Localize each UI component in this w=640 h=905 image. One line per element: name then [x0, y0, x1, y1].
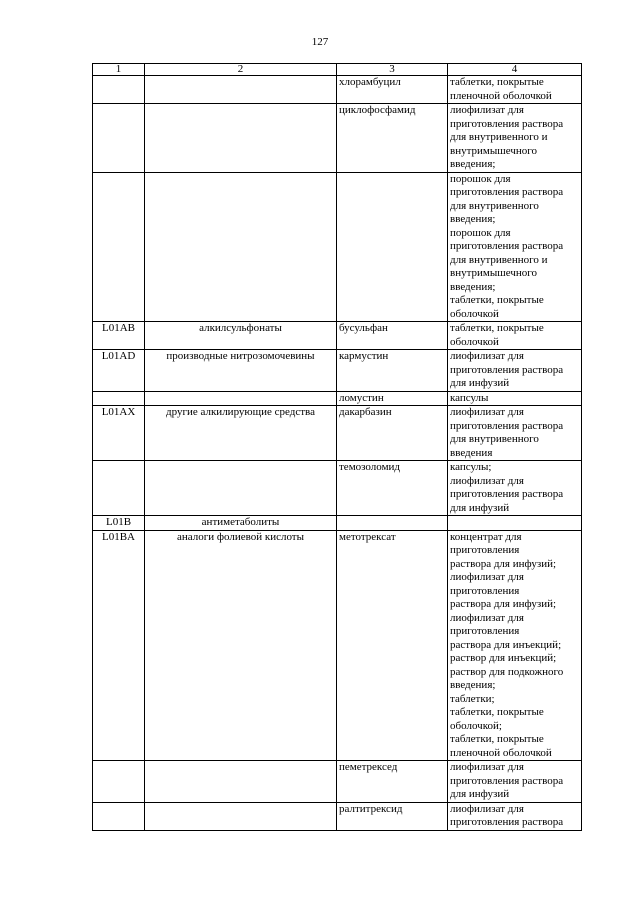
group-name-cell — [145, 172, 337, 322]
table-row — [93, 322, 582, 350]
group-name-cell — [145, 461, 337, 516]
group-name-cell — [145, 104, 337, 173]
drug-name-cell: дакарбазин — [337, 406, 448, 461]
page-number: 127 — [311, 36, 329, 48]
dosage-form-cell: лиофилизат для приготовления раствора для внутривенного и внутримышечного введения; — [448, 104, 582, 173]
group-name-cell: производные нитрозомочевины — [145, 350, 337, 392]
drug-name-cell: пеметрексед — [337, 761, 448, 803]
dosage-form-cell — [448, 516, 582, 531]
drug-name-cell — [337, 172, 448, 322]
dosage-form-cell: таблетки, покрытые оболочкой — [448, 322, 582, 350]
group-name-cell: аналоги фолиевой кислоты — [145, 530, 337, 761]
group-name-cell — [145, 391, 337, 406]
group-name-cell — [145, 802, 337, 830]
atc-code-cell — [93, 172, 145, 322]
table-row — [93, 172, 582, 322]
dosage-form-cell: капсулы; лиофилизат для приготовления раствора для инфузий — [448, 461, 582, 516]
group-name-cell — [145, 761, 337, 803]
atc-code-cell: L01B — [93, 516, 145, 531]
drug-name-cell — [337, 516, 448, 531]
drug-name-cell: ломустин — [337, 391, 448, 406]
dosage-form-cell: порошок для приготовления раствора для внутривенного введения; порошок для приготовления раствора для внутривенного и внутримышечного введения; таблетки, покрытые оболочкой — [448, 172, 582, 322]
table-row — [93, 761, 582, 803]
table-row — [93, 406, 582, 461]
atc-code-cell: L01AB — [93, 322, 145, 350]
dosage-form-cell: лиофилизат для приготовления раствора для внутривенного введения — [448, 406, 582, 461]
dosage-form-cell: лиофилизат для приготовления раствора — [448, 802, 582, 830]
column-header-1: 1 — [93, 64, 145, 76]
column-header-4: 4 — [448, 64, 582, 76]
table-header-row — [93, 64, 582, 76]
group-name-cell — [145, 76, 337, 104]
atc-code-cell: L01AX — [93, 406, 145, 461]
atc-code-cell: L01BA — [93, 530, 145, 761]
table-row — [93, 391, 582, 406]
column-header-2: 2 — [145, 64, 337, 76]
atc-code-cell — [93, 391, 145, 406]
dosage-form-cell: таблетки, покрытые пленочной оболочкой — [448, 76, 582, 104]
group-name-cell: другие алкилирующие средства — [145, 406, 337, 461]
dosage-form-cell: концентрат для приготовления раствора для инфузий; лиофилизат для приготовления раствора для инфузий; лиофилизат для приготовления раствора для инъекций; раствор для инъекций; раствор для подкожного введения; таблетки; таблетки, покрытые оболочкой; таблетки, покрытые пленочной оболочкой — [448, 530, 582, 761]
atc-code-cell — [93, 104, 145, 173]
drug-name-cell: темозоломид — [337, 461, 448, 516]
column-header-3: 3 — [337, 64, 448, 76]
drug-name-cell: ралтитрексид — [337, 802, 448, 830]
atc-code-cell: L01AD — [93, 350, 145, 392]
atc-code-cell — [93, 802, 145, 830]
atc-code-cell — [93, 761, 145, 803]
table-row — [93, 516, 582, 531]
drug-name-cell: бусульфан — [337, 322, 448, 350]
table-row — [93, 802, 582, 830]
table-row — [93, 104, 582, 173]
table-row — [93, 350, 582, 392]
group-name-cell: алкилсульфонаты — [145, 322, 337, 350]
table-row — [93, 530, 582, 761]
drug-name-cell: кармустин — [337, 350, 448, 392]
drug-name-cell: хлорамбуцил — [337, 76, 448, 104]
dosage-form-cell: капсулы — [448, 391, 582, 406]
drug-table — [92, 63, 582, 831]
table-row — [93, 461, 582, 516]
atc-code-cell — [93, 76, 145, 104]
drug-name-cell: метотрексат — [337, 530, 448, 761]
group-name-cell: антиметаболиты — [145, 516, 337, 531]
drug-name-cell: циклофосфамид — [337, 104, 448, 173]
table-row — [93, 76, 582, 104]
dosage-form-cell: лиофилизат для приготовления раствора для инфузий — [448, 350, 582, 392]
dosage-form-cell: лиофилизат для приготовления раствора для инфузий — [448, 761, 582, 803]
atc-code-cell — [93, 461, 145, 516]
